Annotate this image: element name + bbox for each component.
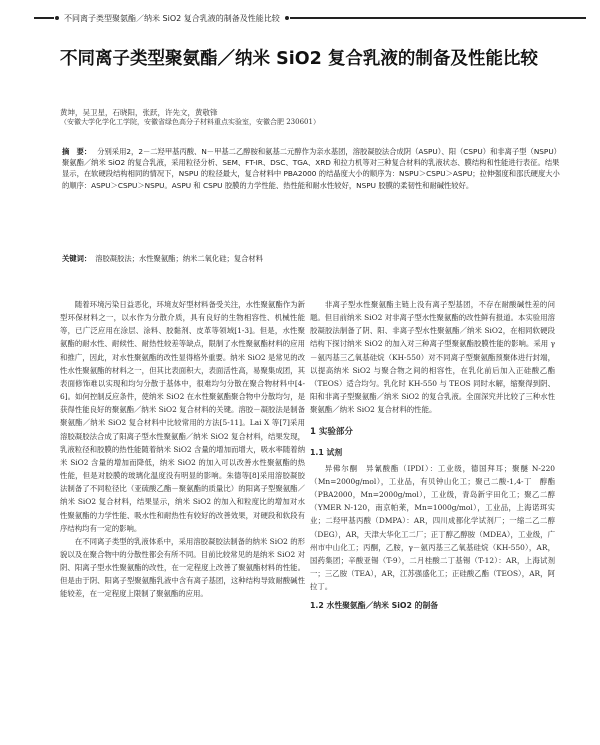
running-head-rule-left [34, 17, 54, 18]
author-affiliation: （安徽大学化学化工学院，安徽省绿色高分子材料重点实验室，安徽合肥 230601） [60, 118, 320, 126]
body-paragraph: 在不同离子类型的乳液体系中，采用溶胶凝胶法制备的纳米 SiO2 的形貌以及在聚合物中的分散性都会有所不同。目前比较常见的是纳米 SiO2 对阴、阳离子型水性聚氨酯的改性，在一定程度上改善了聚氨酯材料的性能。但是由于阴、阳离子型聚氨酯乳液中含有离子基团，这种结构导致耐酸碱性能较差，在一定程度上限制了聚氨酯的应用。 [60, 536, 305, 599]
body-paragraph: 非离子型水性聚氨酯主链上没有离子型基团，不存在耐酸碱性差的问题。但目前纳米 SiO2 对非离子型水性聚氨酯的改性鲜有报道。本实验用溶胶凝胶法制备了阴、阳、非离子型水性聚氨酯／纳米 SiO2，在相同软硬段结构下探讨纳米 SiO2 的加入对三种离子型聚氨酯胶膜性能的影响。采用 γ－氨丙基三乙氧基硅烷（KH-550）对不同离子型聚氨酯预聚体进行封端，以提高纳米 SiO2 与聚合物之间的相容性，在乳化前后加入正硅酸乙酯（TEOS）适合均匀。乳化时 KH-550 与 TEOS 同时水解，缩聚得到阴、阳和非离子型聚氨酯／纳米 SiO2 的复合乳液。全面深究并比较了三种水性聚氨酯／纳米 SiO2 复合材料的性能。 [310, 300, 555, 415]
keywords-text: 溶胶凝胶法；水性聚氨酯；纳米二氧化硅；复合材料 [95, 254, 264, 263]
abstract-label: 摘 要： [62, 147, 92, 156]
running-head-bullet [285, 16, 289, 20]
reagents-paragraph: 异佛尔酮 异氰酸酯（IPDI）：工业级，德国拜耳；聚醚 N-220（Mn=2000g/mol），工业品，有贝钟山化工；聚己二酸-1,4-丁 醇酯（PBA2000，Mn=2000g/mol），工业级，青岛新宇田化工；聚乙二醇（YMER N-120，南京帕莱，Mn=1000g/mol），工业品，上海诺珥实业；二羟甲基丙酸（DMPA）：AR，四川成都化学试剂厂；一缩二乙二醇（DEG），AR，天津大华化工二厂；正丁醇乙醇胺（MDEA），工业级，广州市中山化工；丙酮，乙胺，γ－氨丙基三乙氧基硅烷（KH-550），AR，国药集团；辛酸亚锡（T-9），二月桂酸二丁基锡（T-12）：AR，上海试剂一；三乙胺（TEA），AR，江苏强盛化工；正硅酸乙酯（TEOS），AR，阿拉丁。 [310, 463, 555, 592]
running-head-rule-right [290, 17, 586, 18]
running-head-bullet [55, 16, 59, 20]
abstract-text: 分别采用2，2－二羟甲基丙酸、N－甲基二乙醇胺和氨基二元醇作为亲水基团，溶胶凝胶法合成阴（ASPU）、阳（CSPU）和非离子型（NSPU）聚氨酯／纳米 SiO2 的复合乳液，采用粒径分析、SEM、FT-IR、DSC、TGA、XRD 和拉力机等对三种复合材料的乳液状态、膜结构和性能进行表征。结果显示，在软硬段结构相同的情况下，NSPU 的粒径最大，复合材料中 PBA2000 的结晶度大小的顺序为：NSPU＞CSPU＞ASPU；拉伸强度和邵氏硬度大小的顺序：ASPU＞CSPU＞NSPU。ASPU 和 CSPU 胶膜的力学性能、热性能和耐水性较好，NSPU 胶膜的柔韧性和耐碱性较好。 [62, 147, 561, 190]
abstract [62, 146, 562, 191]
body-column-left [60, 298, 305, 601]
subsection-heading: 1.2 水性聚氨酯／纳米 SiO2 的制备 [310, 601, 439, 611]
running-head [34, 13, 586, 23]
keywords [62, 254, 562, 264]
keywords-label: 关键词： [62, 254, 92, 263]
body-paragraph: 随着环境污染日益恶化，环境友好型材料备受关注，水性聚氨酯作为新型环保材料之一，以水作为分散介质，具有良好的生物相容性、机械性能等，已广泛应用在涂层、涂料、胶黏剂、皮革等领域[1-3]。但是，水性聚氨酯的耐水性、耐候性、耐热性较差等缺点，限制了水性聚氨酯材料的应用和推广，因此，对水性聚氨酯的改性显得格外重要。纳米 SiO2 是常见的改性水性聚氨酯的材料之一，但其比表面积大，表面活性高，易聚集成团，其表面修饰难以实现和均匀分散于基体中，很难均匀分散在聚合物材料中[4-6]。如何控制反应条件，使纳米 SiO2 在水性聚氨酯聚合物中分散均匀，是获得性能良好的聚氨酯／纳米 SiO2 复合材料的关键。溶胶－凝胶法是制备聚氨酯／纳米 SiO2 复合材料中比较常用的方法[5-11]。Lai X 等[7]采用溶胶凝胶法合成了阳离子型水性聚氨酯／纳米 SiO2 复合材料，结果发现，乳液粒径和胶膜的热性能随着纳米 SiO2 含量的增加而增大，吸水率随着纳米 SiO2 含量的增加而降低，纳米 SiO2 的加入可以改善水性聚氨酯的热性能，但是对胶膜的玻璃化温度没有明显的影响。朱德等[8]采用溶胶凝胶法制备了不同粒径比（亚硫酸乙酯－聚氨酯的质量比）的阳离子型聚氨酯／纳米 SiO2 复合材料，结果显示，纳米 SiO2 的加入和粒度比的增加对水性聚氨酯的力学性能、吸水性和耐热性有较好的改善效果，对硬段和软段有序结构均有一定的影响。 [60, 300, 305, 533]
running-head-text: 不同离子类型聚氨酯／纳米 SiO2 复合乳液的制备及性能比较 [64, 13, 280, 23]
section-heading: 1 实验部分 [310, 427, 353, 438]
subsection-heading: 1.1 试剂 [310, 447, 343, 457]
body-column-right [310, 298, 555, 615]
paper-title: 不同离子类型聚氨酯／纳米 SiO2 复合乳液的制备及性能比较 [60, 49, 538, 69]
author-list: 黄坤，吴卫星，石晓阳，张跃，许先文，黄敬锋 [60, 108, 218, 117]
